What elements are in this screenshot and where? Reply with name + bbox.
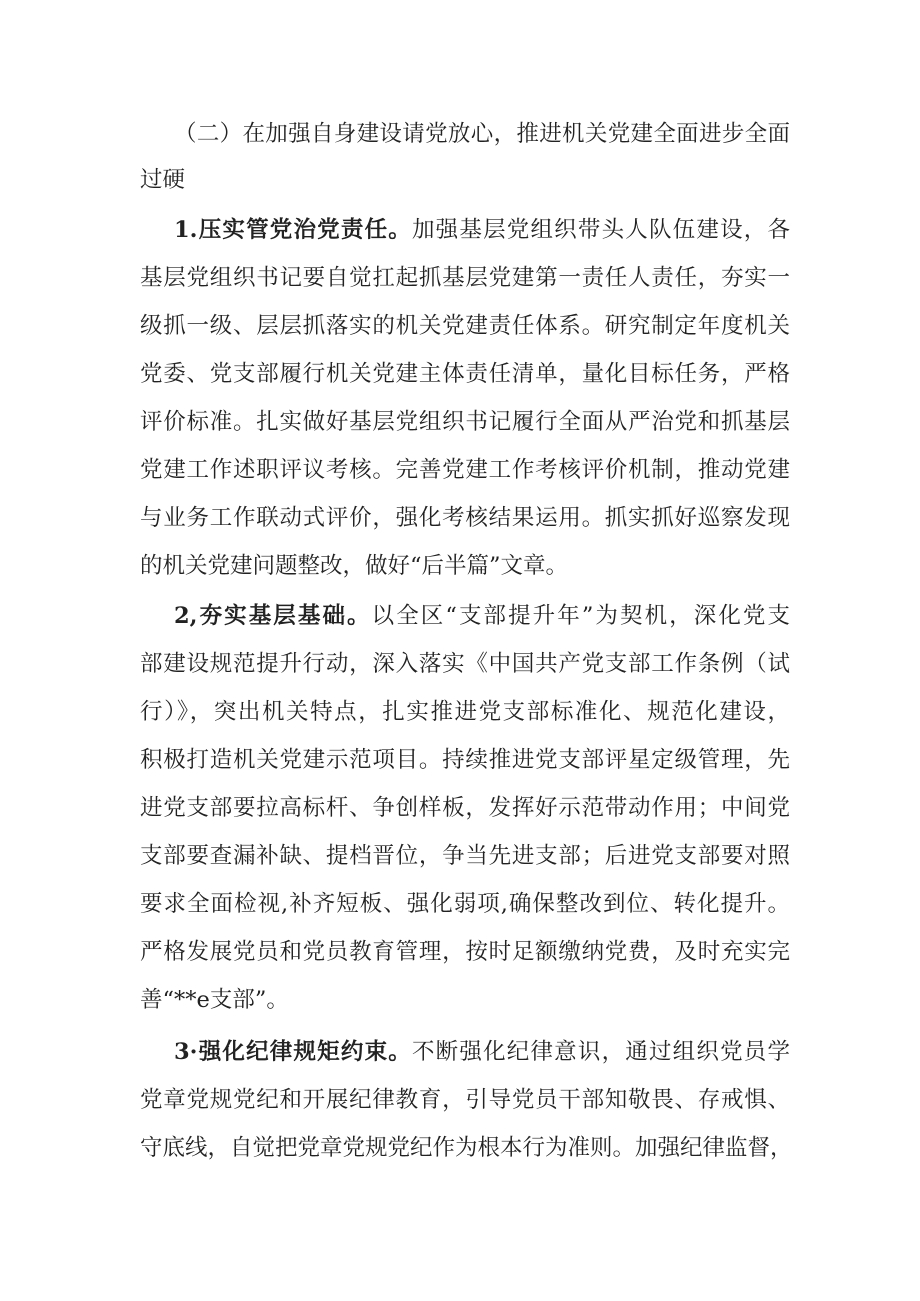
paragraph-2-line: 积极打造机关党建示范项目。持续推进党支部评星定级管理，先 [140,747,790,773]
paragraph-1-line: 级抓一级、层层抓落实的机关党建责任体系。研究制定年度机关 [140,313,790,339]
paragraph-1-line: 评价标准。扎实做好基层党组织书记履行全面从严治党和抓基层 [140,409,790,435]
paragraph-3-first-line [174,1037,790,1067]
section-heading-line-1: （二）在加强自身建设请党放心，推进机关党建全面进步全面 [174,121,790,147]
paragraph-2-lead: 2,夯实基层基础。 [174,603,372,629]
paragraph-2-line: 进党支部要拉高标杆、争创样板，发挥好示范带动作用；中间党 [140,795,790,821]
paragraph-1-line: 党委、党支部履行机关党建主体责任清单，量化目标任务，严格 [140,361,790,387]
section-heading-line-2: 过硬 [140,167,186,193]
paragraph-1-line: 与业务工作联动式评价，强化考核结果运用。抓实抓好巡察发现 [140,505,790,531]
paragraph-2-line: 以全区“支部提升年”为契机，深化党支 [371,603,790,629]
paragraph-2-first-line [174,601,790,631]
paragraph-2-line: 部建设规范提升行动，深入落实《中国共产党支部工作条例（试 [140,651,790,677]
paragraph-1-line: 基层党组织书记要自觉扛起抓基层党建第一责任人责任，夯实一 [140,265,790,291]
paragraph-2-line: 善“**e支部”。 [140,987,289,1013]
paragraph-3-line: 不断强化纪律意识，通过组织党员学 [411,1039,790,1065]
paragraph-3-line: 守底线，自觉把党章党规党纪作为根本行为准则。加强纪律监督， [140,1135,793,1161]
paragraph-2-line: 支部要查漏补缺、提档晋位，争当先进支部；后进党支部要对照 [140,843,790,869]
paragraph-3-lead: 3·强化纪律规矩约束。 [174,1039,412,1065]
paragraph-2-line: 行）》，突出机关特点，扎实推进党支部标准化、规范化建设， [140,699,790,725]
paragraph-1-lead: 1.压实管党治党责任。 [174,217,412,243]
paragraph-2-line: 要求全面检视,补齐短板、强化弱项,确保整改到位、转化提升。 [140,891,790,917]
paragraph-3-line: 党章党规党纪和开展纪律教育，引导党员干部知敬畏、存戒惧、 [140,1087,790,1113]
paragraph-1-line: 党建工作述职评议考核。完善党建工作考核评价机制，推动党建 [140,457,790,483]
paragraph-2-line: 严格发展党员和党员教育管理，按时足额缴纳党费，及时充实完 [140,939,790,965]
paragraph-1-line: 的机关党建问题整改，做好“后半篇”文章。 [140,553,569,579]
paragraph-1-line: 加强基层党组织带头人队伍建设，各 [411,217,790,243]
paragraph-1-first-line [174,215,790,245]
